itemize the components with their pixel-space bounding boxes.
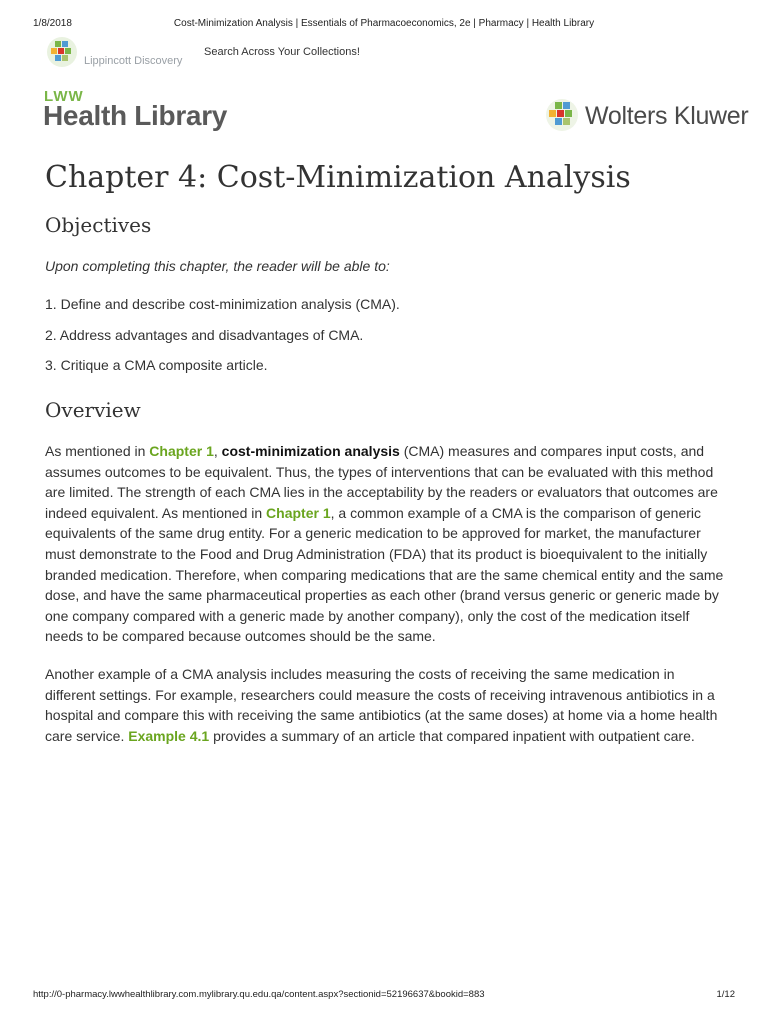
- objectives-heading: Objectives: [45, 213, 152, 237]
- chapter-title: Chapter 4: Cost-Minimization Analysis: [45, 160, 631, 195]
- p2-text-1: Another example of a CMA analysis includes measuring the costs of receiving the same medication in different settings. For example, researchers could measure the costs of receiving intravenous antibiotics in a hospital and compare this with receiving the same antibiotics (at the same doses) at home via a home health care service.: [45, 666, 718, 744]
- objective-item: 2. Address advantages and disadvantages of CMA.: [45, 326, 364, 343]
- lww-logo-text: LWW: [44, 88, 84, 105]
- search-collections-link[interactable]: Search Across Your Collections!: [204, 46, 360, 58]
- p2-text-2: provides a summary of an article that compared inpatient with outpatient care.: [209, 727, 695, 744]
- objectives-intro: Upon completing this chapter, the reader will be able to:: [45, 258, 390, 274]
- objective-item: 3. Critique a CMA composite article.: [45, 357, 268, 373]
- objective-text: Critique a CMA composite article.: [60, 357, 268, 373]
- print-url: http://0-pharmacy.lwwhealthlibrary.com.mylibrary.qu.edu.qa/content.aspx?sectionid=52196637&bookid=883: [33, 989, 485, 1000]
- p1-text-4: , a common example of a CMA is the comparison of generic equivalents of the same drug entity. For a generic medication to be approved for market, the manufacturer must demonstrate to the Food and Drug Administration (FDA) that its product is bioequivalent to the initially branded medication. Therefore, when comparing medications that are the same chemical entity and the same dose, and have the same pharmaceutical properties as each other (brand versus generic or generic made by one company compared with a generic made by another company), only the cost of the medication itself needs to be compared because outcomes should be the same.: [45, 504, 724, 645]
- chapter-1-link-2[interactable]: Chapter 1: [266, 504, 331, 521]
- objectives-list: [45, 296, 400, 388]
- chapter-1-link[interactable]: Chapter 1: [149, 443, 214, 459]
- p1-text-3: (CMA) measures and compares input costs, and assumes outcomes to be equivalent. Thus, the types of interventions that can be evaluated with this method are limited. The strength of each CMA lies in the acceptability by the readers or evaluators that outcomes are indeed equivalent. As mentioned in: [45, 443, 718, 521]
- objective-text: Define and describe cost-minimization analysis (CMA).: [60, 296, 400, 312]
- print-footer: [33, 989, 735, 1003]
- health-library-logo-text[interactable]: Health Library: [43, 100, 228, 131]
- print-date: 1/8/2018: [33, 18, 72, 29]
- wolters-kluwer-text: Wolters Kluwer: [585, 102, 749, 130]
- print-header: [33, 18, 735, 32]
- page-number: 1/12: [716, 989, 735, 1000]
- overview-paragraph-1: [45, 441, 725, 647]
- lippincott-discovery-logo-icon[interactable]: [46, 36, 78, 68]
- objective-text: Address advantages and disadvantages of CMA.: [59, 326, 364, 343]
- p1-text-1: As mentioned in: [45, 443, 150, 459]
- objective-item: 1. Define and describe cost-minimization analysis (CMA).: [45, 296, 400, 312]
- print-page-title: Cost-Minimization Analysis | Essentials of Pharmacoeconomics, 2e | Pharmacy | Health Library: [173, 18, 595, 29]
- cma-term: cost-minimization analysis: [221, 443, 400, 459]
- lippincott-discovery-text: Lippincott Discovery: [84, 55, 183, 67]
- wolters-kluwer-logo-icon: [545, 98, 579, 132]
- p1-text-2: ,: [213, 443, 222, 459]
- overview-paragraph-2: [45, 664, 725, 746]
- overview-heading: Overview: [45, 398, 141, 422]
- example-4-1-link[interactable]: Example 4.1: [128, 727, 210, 744]
